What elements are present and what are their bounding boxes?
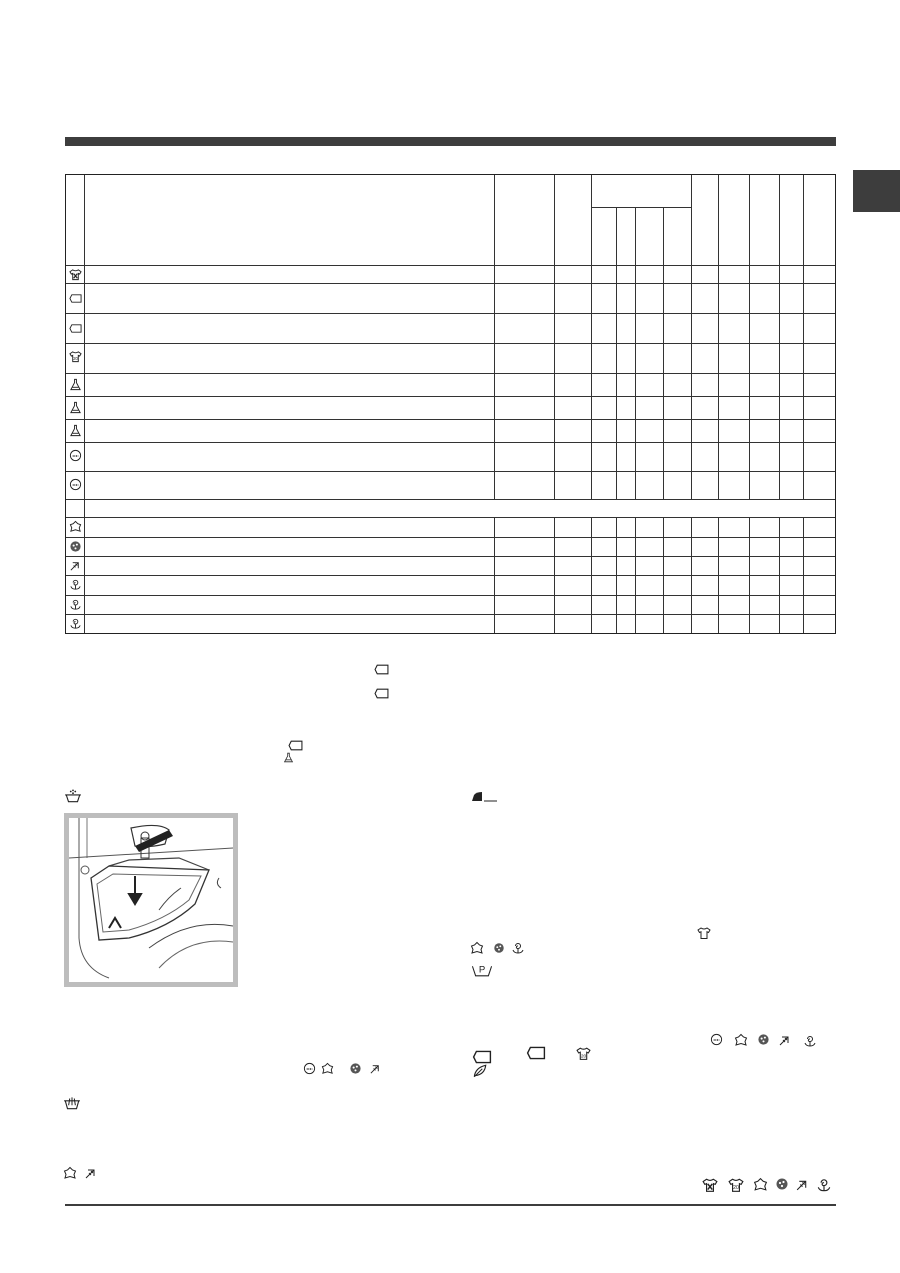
timer-icon [69,478,82,491]
row-divider [66,419,835,420]
flask-icon [69,424,82,437]
spin-icon [69,578,82,591]
wool-icon [753,1177,768,1192]
tag-icon [374,688,389,699]
row-divider [66,265,835,266]
col-divider [691,175,692,499]
cushion-icon [349,1062,362,1075]
shirt-20-icon [69,350,82,363]
stain-shirt-icon [702,1177,718,1193]
language-tab [853,170,900,212]
timer-icon [710,1033,723,1046]
cushion-icon [757,1033,770,1046]
cushion-icon [493,942,505,954]
feather-icon [778,1033,792,1047]
wool-icon [63,1166,77,1180]
col-divider [718,175,719,499]
footer-rule [65,1204,836,1206]
col-divider [635,207,636,499]
timer-icon [69,449,82,462]
feather-icon [369,1062,382,1075]
spin-icon [69,598,82,611]
col-divider [494,175,495,499]
col-divider [803,175,804,499]
col-divider [779,175,780,499]
row-divider [66,556,835,557]
row-divider [66,442,835,443]
flask-icon [283,752,294,763]
row-divider [66,283,835,284]
bleach-tub-icon [63,1095,81,1111]
header-band [65,137,836,146]
shirt-20-icon [576,1046,591,1061]
tag-icon [524,1046,548,1060]
spin-icon [816,1176,832,1194]
col-divider [749,175,750,499]
col-divider [663,207,664,499]
row-divider [66,471,835,472]
col-divider [591,175,592,499]
row-divider [66,595,835,596]
feather-icon [795,1177,810,1192]
stain-shirt-icon [69,268,82,281]
tag-icon [288,740,303,751]
detergent-drawer-photo [64,813,238,987]
iron-icon [470,790,498,804]
col-divider [84,175,85,633]
wool-icon [734,1033,748,1047]
temperature-p-icon [471,962,493,979]
row-divider [66,575,835,576]
programme-table [65,174,836,634]
row-divider [66,373,835,374]
spin-icon [511,941,525,955]
row-divider [66,517,835,518]
row-divider [66,313,835,314]
tag-icon [69,322,82,335]
tag-icon [470,1050,494,1064]
row-divider [66,614,835,615]
row-divider [66,396,835,397]
wool-icon [69,520,82,533]
feather-icon [84,1166,98,1180]
prewash-icon [64,788,82,804]
col-divider [554,175,555,499]
col-divider [616,207,617,499]
tag-icon [374,664,389,675]
feather-icon [69,559,82,572]
wool-icon [470,941,484,955]
wool-icon [321,1062,334,1075]
shirt-icon [697,926,711,940]
flask-icon [69,378,82,391]
flask-icon [69,401,82,414]
shirt-20-icon [728,1177,744,1193]
row-divider [66,343,835,344]
tag-icon [69,292,82,305]
timer-icon [303,1062,316,1075]
spin-icon [803,1033,817,1049]
row-divider [66,537,835,538]
spin-icon [69,617,82,630]
cushion-icon [69,540,82,553]
header-subdivider [591,207,691,208]
leaf-icon [471,1063,489,1079]
cushion-icon [775,1177,789,1191]
row-divider [66,499,835,500]
